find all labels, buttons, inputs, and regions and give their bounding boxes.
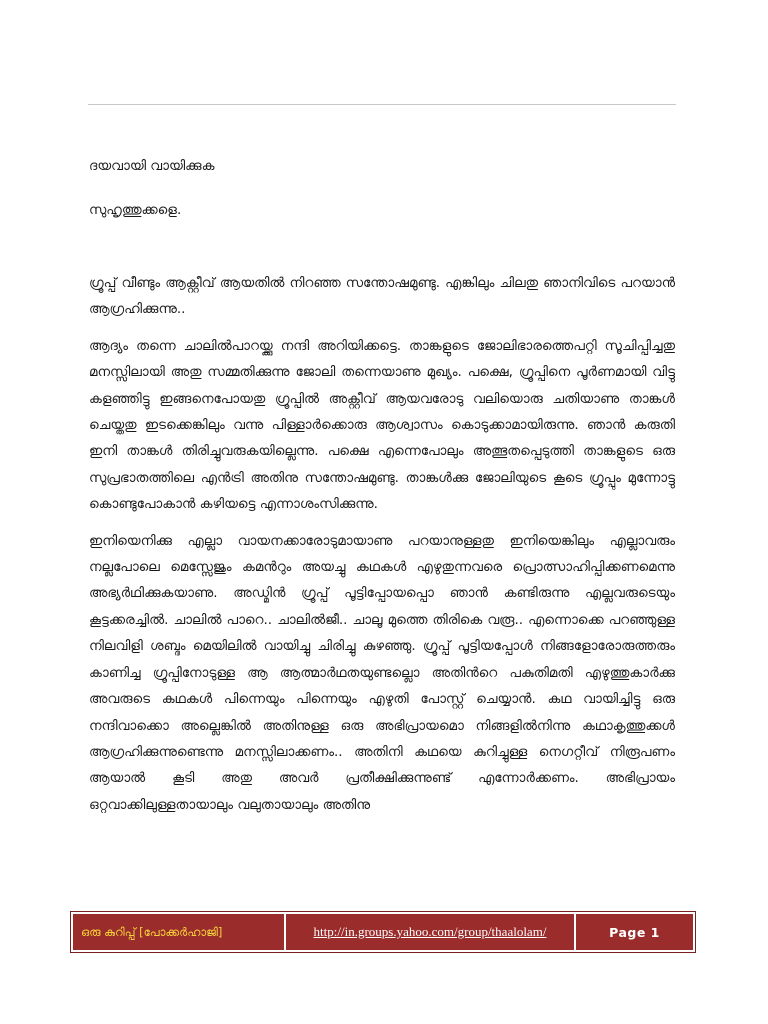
footer-link-cell <box>286 914 576 950</box>
paragraph-3: ഇനിയെനിക്കു എല്ലാ വായനക്കാരോടുമായാണു പറയാനുള്ളതു ഇനിയെങ്കിലും എല്ലാവരും നല്ലപോലെ മെസ്സേജും കമന്‍റും അയച്ചു കഥകള്‍ എഴുതുന്നവരെ പ്രൊത്സാഹിപ്പിക്കണമെന്നു അഭ്യര്‍ഥിക്കുകയാണു. അഡ്മിന്‍ ഗ്രൂപ്പ് പൂട്ടിപ്പോയപ്പൊ ഞാന്‍ കണ്ടിരുന്നു എല്ലവരുടെയും കൂട്ടക്കരച്ചില്‍. ചാലില്‍ പാറെ.. ചാലില്‍ജീ.. ചാലൂ മുത്തെ തിരികെ വരൂ.. എന്നൊക്കെ പറഞ്ഞുള്ള നിലവിളി ശബ്ദം മെയിലില്‍ വായിച്ചു ചിരിച്ചു കുഴഞ്ഞു. ഗ്രൂപ്പ് പൂട്ടിയപ്പോള്‍ നിങ്ങളോരോരുത്തരും കാണിച്ച ഗ്രൂപ്പിനോടുള്ള ആ ആത്മാര്‍ഥതയുണ്ടല്ലൊ അതിന്‍റെ പകുതിമതി എഴുത്തുകാര്‍ക്കു അവരുടെ കഥകള്‍ പിന്നെയും പിന്നെയും എഴുതി പോസ്റ്റ് ചെയ്യാന്‍. കഥ വായിച്ചിട്ടു ഒരു നന്ദിവാക്കൊ അല്ലെങ്കില്‍ അതിനുള്ള ഒരു അഭിപ്രായമൊ നിങ്ങളില്‍നിന്നു കഥാകൃത്തുക്കള്‍ ആഗ്രഹിക്കുന്നുണ്ടെന്നു മനസ്സിലാക്കണം.. അതിനി കഥയെ കുറിച്ചുള്ള നെഗറ്റീവ് നിരൂപണം ആയാല്‍ കൂടി അതു അവര്‍ പ്രതീക്ഷിക്കുന്നുണ്ട് എന്നോര്‍ക്കണം. അഭിപ്രായം ഒറ്റവാക്കിലുള്ളതായാലും വലുതായാലും അതിനു <box>89 532 675 813</box>
footer-bar <box>73 914 693 950</box>
page-number: Page 1 <box>609 924 660 940</box>
header-rule <box>88 104 676 105</box>
heading-please-read: ദയവായി വായിക്കുക <box>89 158 215 174</box>
page-footer <box>70 911 696 953</box>
group-link[interactable]: http://in.groups.yahoo.com/group/thaalolam/ <box>313 924 547 939</box>
greeting-friends: സുഹൃത്തുക്കളെ. <box>89 202 182 218</box>
paragraph-2: ആദ്യം തന്നെ ചാലില്‍പാറയ്ക്കു നന്ദി അറിയിക്കട്ടെ. താങ്കളുടെ ജോലിഭാരത്തെപറ്റി സൂചിപ്പിച്ചതു മനസ്സിലായി അതു സമ്മതിക്കുന്നു ജോലി തന്നെയാണു മുഖ്യം. പക്ഷെ, ഗ്രൂപ്പിനെ പൂര്‍ണമായി വിട്ടു കളഞ്ഞിട്ടു ഇങ്ങനെപോയതു ഗ്രൂപ്പില്‍ അക്റ്റീവ് ആയവരോടു വലിയൊരു ചതിയാണു താങ്കള്‍ ചെയ്തതു ഇടക്കെങ്കിലും വന്നു പിള്ളാര്‍ക്കൊരു ആശ്വാസം കൊടുക്കാമായിരുന്നു. ഞാന്‍ കരുതി ഇനി താങ്കള്‍ തിരിച്ചുവരുകയില്ലെന്നു. പക്ഷെ എന്നെപോലും അത്ഭുതപ്പെടുത്തി താങ്കളുടെ ഒരു സുപ്രഭാതത്തിലെ എന്‍ട്രി അതിനു സന്തോഷമുണ്ടു. താങ്കള്‍ക്കു ജോലിയുടെ കൂടെ ഗ്രൂപ്പും മുന്നോട്ടു കൊണ്ടുപോകാന്‍ കഴിയട്ടെ എന്നാശംസിക്കുന്നു. <box>89 337 675 513</box>
document-body <box>89 156 675 828</box>
footer-title: ഒരു കുറിപ്പ് [പോക്കര്‍ഹാജി] <box>73 914 286 950</box>
paragraph-1: ഗ്രൂപ്പ് വീണ്ടും ആക്റ്റീവ് ആയതില്‍ നിറഞ്ഞ സന്തോഷമുണ്ടു. എങ്കിലും ചിലതു ഞാനിവിടെ പറയാന്‍ ആഗ്രഹിക്കുന്നു.. <box>89 275 675 318</box>
